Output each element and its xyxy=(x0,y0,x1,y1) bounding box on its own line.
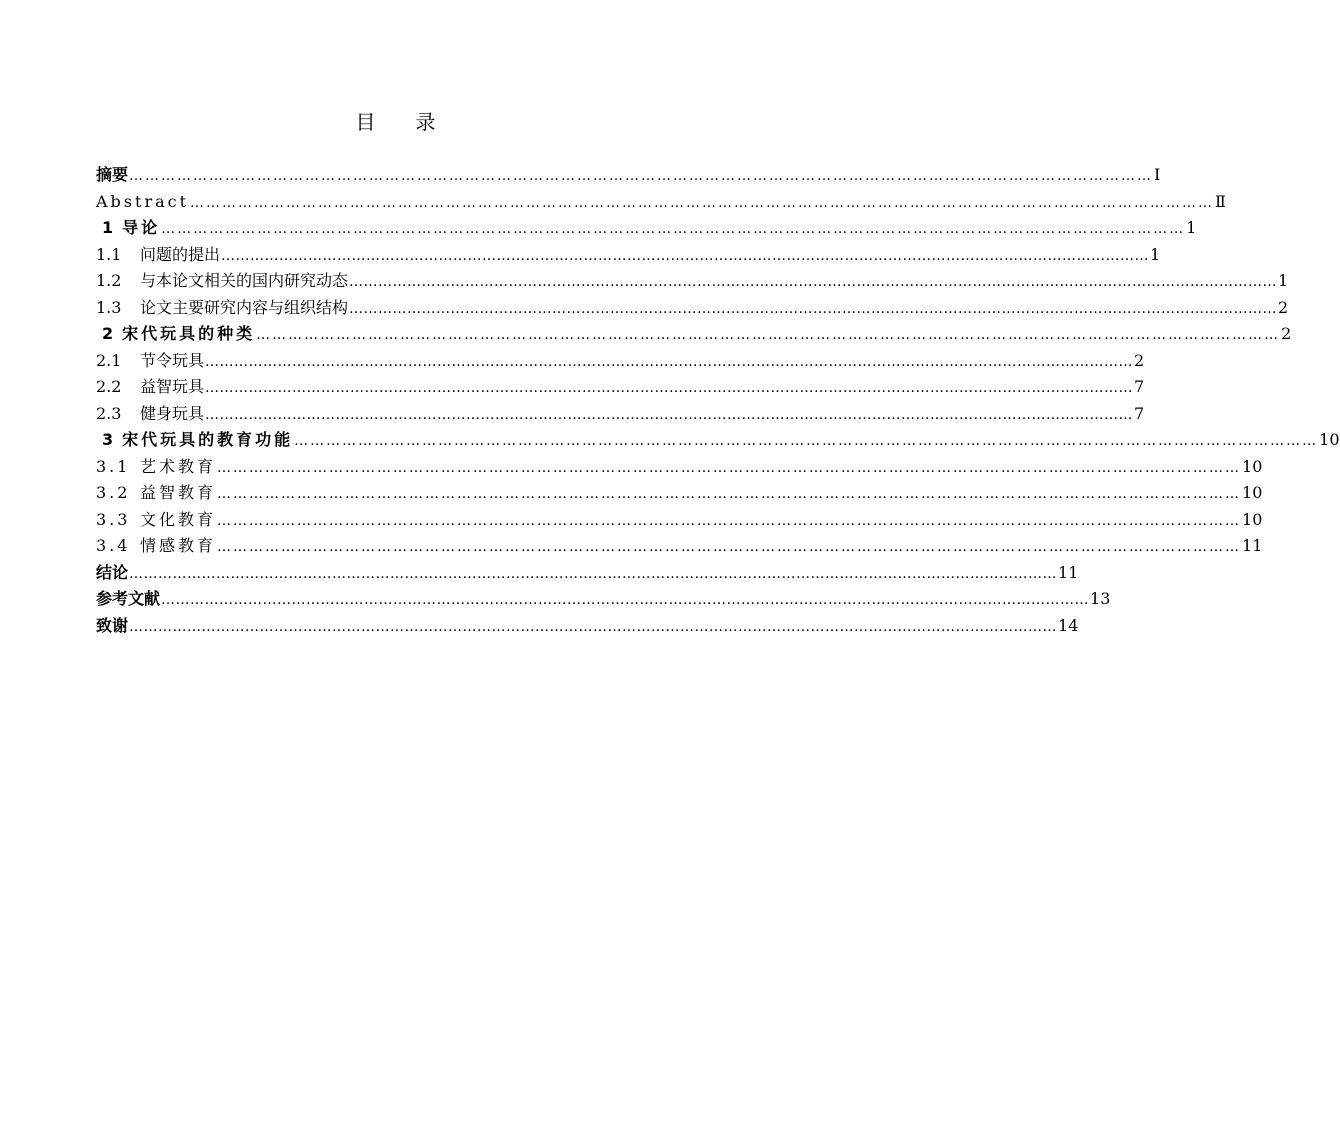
toc-entry-title xyxy=(96,268,348,295)
toc-entry[interactable] xyxy=(96,613,1079,640)
toc-entry[interactable] xyxy=(96,586,1111,613)
toc-entry-label: 论文主要研究内容与组织结构 xyxy=(140,297,349,317)
toc-entry-label: 健身玩具 xyxy=(140,403,205,423)
toc-entry[interactable] xyxy=(96,295,1289,322)
toc-entry-label: 与本论文相关的国内研究动态 xyxy=(140,271,349,290)
toc-entry-label: 文化教育 xyxy=(140,509,217,529)
title-char-right: 录 xyxy=(415,110,438,134)
toc-entry-label: Abstract xyxy=(96,191,190,211)
toc-entry-title xyxy=(96,613,128,640)
toc-entry-number: 3.3 xyxy=(96,509,131,529)
toc-entry-page: Ⅱ xyxy=(1215,191,1226,211)
toc-entry-label: 问题的提出 xyxy=(140,244,221,264)
toc-entry-number: 1 xyxy=(102,218,117,237)
toc-entry-number: 2.2 xyxy=(96,377,122,396)
toc-entry-title xyxy=(96,348,204,375)
toc-leader-dots: ………………………………………………………………………………………………………………………………………………………………………… xyxy=(205,380,1134,396)
toc-entry-page: 10 xyxy=(1242,483,1263,502)
toc-entry-label: 导论 xyxy=(122,218,161,237)
title-char-left: 目 xyxy=(355,110,378,134)
toc-entry[interactable] xyxy=(96,401,1145,428)
toc-entry[interactable] xyxy=(96,533,1263,560)
toc-entry-page: Ⅰ xyxy=(1154,165,1161,184)
toc-leader-dots: ………………………………………………………………………………………………………………………………………………………………………… xyxy=(161,592,1090,608)
toc-entry[interactable] xyxy=(96,189,1226,216)
toc-entry-number: 3.2 xyxy=(96,483,131,502)
toc-entry-page: 10 xyxy=(1242,509,1263,529)
toc-entry[interactable] xyxy=(96,162,1161,189)
toc-entry-title xyxy=(96,454,216,481)
toc-entry-page: 1 xyxy=(1150,244,1161,264)
toc-entry[interactable] xyxy=(96,242,1161,269)
toc-entry-number: 2.1 xyxy=(96,350,122,370)
toc-entry-page: 11 xyxy=(1242,536,1263,555)
toc-entry[interactable] xyxy=(96,268,1289,295)
toc-entry-title xyxy=(96,321,255,348)
toc-entry[interactable] xyxy=(96,454,1263,481)
toc-leader-dots: ………………………………………………………………………………………………………………………………………………………………………… xyxy=(294,433,1319,449)
toc-entry-number: 3.1 xyxy=(96,456,131,476)
page-title xyxy=(0,106,793,135)
toc-entry-title xyxy=(96,480,216,507)
toc-entry-title xyxy=(96,427,293,454)
toc-entry-number: 2 xyxy=(102,324,117,343)
toc-leader-dots: ………………………………………………………………………………………………………………………………………………………………………… xyxy=(217,512,1242,529)
toc-entry-label: 致谢 xyxy=(96,615,129,635)
toc-entry-title xyxy=(96,162,128,189)
toc-entry-label: 宋代玩具的教育功能 xyxy=(122,430,294,449)
toc-entry-page: 2 xyxy=(1281,324,1292,343)
toc-leader-dots: ………………………………………………………………………………………………………………………………………………………………………… xyxy=(129,618,1058,635)
toc-leader-dots: ………………………………………………………………………………………………………………………………………………………………………… xyxy=(349,300,1278,317)
toc-entry[interactable] xyxy=(96,374,1145,401)
toc-leader-dots: ………………………………………………………………………………………………………………………………………………………………………… xyxy=(190,194,1215,211)
toc-leader-dots: ………………………………………………………………………………………………………………………………………………………………………… xyxy=(129,565,1058,582)
toc-entry-label: 益智教育 xyxy=(140,483,217,502)
toc-entry[interactable] xyxy=(96,480,1263,507)
toc-entry-label: 摘要 xyxy=(96,165,129,184)
toc-entry-number: 3 xyxy=(102,430,117,449)
toc-entry-number: 2.3 xyxy=(96,403,122,423)
toc-leader-dots: ………………………………………………………………………………………………………………………………………………………………………… xyxy=(217,539,1242,555)
toc-entry[interactable] xyxy=(96,215,1197,242)
toc-entry-page: 11 xyxy=(1058,562,1079,582)
toc-leader-dots: ………………………………………………………………………………………………………………………………………………………………………… xyxy=(217,459,1242,476)
toc-entry-number: 1.2 xyxy=(96,271,122,290)
toc-entry[interactable] xyxy=(96,560,1079,587)
table-of-contents xyxy=(96,162,1340,639)
toc-entry-label: 艺术教育 xyxy=(140,456,217,476)
toc-entry[interactable] xyxy=(96,427,1340,454)
toc-entry-label: 参考文献 xyxy=(96,589,161,608)
toc-entry-title xyxy=(96,507,216,534)
toc-entry-page: 1 xyxy=(1278,271,1289,290)
toc-entry-number: 3.4 xyxy=(96,536,131,555)
toc-entry-title xyxy=(96,533,216,560)
toc-entry-label: 情感教育 xyxy=(140,536,217,555)
toc-entry-title xyxy=(96,215,160,242)
toc-entry-label: 节令玩具 xyxy=(140,350,205,370)
toc-entry-title xyxy=(96,374,204,401)
toc-entry[interactable] xyxy=(96,321,1292,348)
toc-entry-page: 7 xyxy=(1134,403,1145,423)
toc-entry[interactable] xyxy=(96,507,1263,534)
toc-entry[interactable] xyxy=(96,348,1145,375)
toc-leader-dots: ………………………………………………………………………………………………………………………………………………………………………… xyxy=(205,353,1134,370)
toc-entry-number: 1.1 xyxy=(96,244,122,264)
toc-leader-dots: ………………………………………………………………………………………………………………………………………………………………………… xyxy=(256,327,1281,343)
toc-entry-page: 2 xyxy=(1134,350,1145,370)
toc-entry-title xyxy=(96,189,189,216)
toc-leader-dots: ………………………………………………………………………………………………………………………………………………………………………… xyxy=(161,221,1186,237)
toc-entry-page: 13 xyxy=(1090,589,1111,608)
toc-entry-page: 10 xyxy=(1242,456,1263,476)
toc-leader-dots: ………………………………………………………………………………………………………………………………………………………………………… xyxy=(129,168,1154,184)
toc-entry-title xyxy=(96,295,348,322)
toc-entry-page: 1 xyxy=(1186,218,1197,237)
toc-entry-label: 宋代玩具的种类 xyxy=(122,324,256,343)
toc-entry-title xyxy=(96,586,160,613)
toc-leader-dots: ………………………………………………………………………………………………………………………………………………………………………… xyxy=(217,486,1242,502)
toc-entry-title xyxy=(96,401,204,428)
toc-entry-page: 2 xyxy=(1278,297,1289,317)
toc-leader-dots: ………………………………………………………………………………………………………………………………………………………………………… xyxy=(349,274,1278,290)
toc-entry-title xyxy=(96,560,128,587)
toc-entry-page: 14 xyxy=(1058,615,1079,635)
toc-leader-dots: ………………………………………………………………………………………………………………………………………………………………………… xyxy=(205,406,1134,423)
toc-entry-page: 7 xyxy=(1134,377,1145,396)
toc-entry-label: 益智玩具 xyxy=(140,377,205,396)
toc-entry-title xyxy=(96,242,220,269)
toc-entry-label: 结论 xyxy=(96,562,129,582)
toc-leader-dots: ………………………………………………………………………………………………………………………………………………………………………… xyxy=(221,247,1150,264)
toc-entry-page: 10 xyxy=(1319,430,1340,449)
toc-entry-number: 1.3 xyxy=(96,297,122,317)
